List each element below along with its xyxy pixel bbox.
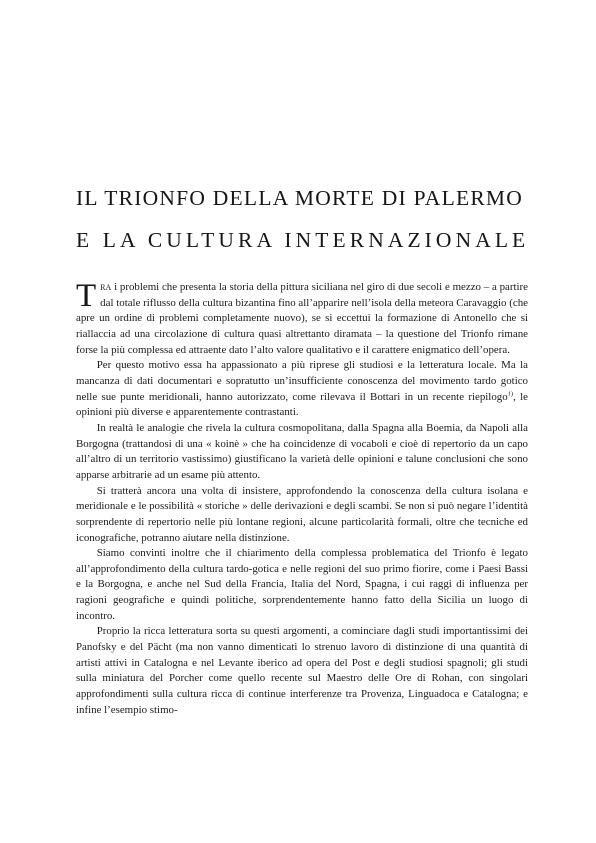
paragraph-2-text: Per questo motivo essa ha appassionato a più riprese gli studiosi e la letteratura locale. Ma la mancanza di dati documentari e sopratutto un’insufficiente conoscenza del movimento tardo gotico nelle sue punte meridionali, hanno autorizzato, come rilevava il Bottari in un recente riepilogo — [76, 359, 528, 403]
title-line-2: E LA CULTURA INTERNAZIONALE — [76, 228, 530, 252]
intro-text: i problemi che presenta la storia della pittura siciliana nel giro di due secoli e mezzo – a partire dal totale riflusso della cultura bizantina fino all’apparire nell’isola della meteora Caravaggio (che apre un ordine di problemi completamente nuovo), se si eccettui la formazione di Antonello che si riallaccia ad una circolazione di cultura quasi altrettanto diramata – la questione del Trionfo rimane forse la più complessa ed attraente dato l’alto valore qualitativo e il carattere enigmatico dell’opera. — [76, 281, 528, 356]
paragraph-2-text-end: , le opinioni più diverse e apparentemente contrastanti. — [76, 390, 528, 419]
paragraph-intro — [76, 280, 528, 358]
title-line-1: IL TRIONFO DELLA MORTE DI PALERMO — [76, 186, 524, 210]
body-text — [76, 280, 528, 718]
drop-cap: T — [76, 278, 97, 314]
intro-smallcaps: ra — [100, 281, 112, 293]
paragraph-3: In realtà le analogie che rivela la cultura cosmopolitana, dalla Spagna alla Boemia, da Napoli alla Borgogna (trattandosi di una « koinè » che ha coincidenze di vocaboli e cioè di repertorio da un capo all’altro di un territorio vastissimo) giustificano la varietà delle opinioni e talune conclusioni che sono apparse arbitrarie ad un esame più attento. — [76, 421, 528, 481]
paragraph-5: Siamo convinti inoltre che il chiarimento della complessa problematica del Trionfo è legato all’approfondimento della cultura tardo-gotica e nelle regioni del suo primo fiorire, come i Paesi Bassi e la Borgogna, e anche nel Sud della Francia, Italia del Nord, Spagna, i cui raggi di influenza per ragioni geografiche e quindi politiche, sorprendentemente hanno fatto della Sicilia un luogo di incontro. — [76, 547, 528, 622]
paragraph-4: Si tratterà ancora una volta di insistere, approfondendo la conoscenza della cultura isolana e meridionale e le possibilità « storiche » delle derivazioni e degli scambi. Se non si può negare l’identità sorprendente di repertorio nelle più lontane regioni, alcune particolarità formali, oltre che tecniche ed iconografiche, potranno aiutare nella distinzione. — [76, 484, 528, 544]
paragraph-2 — [76, 358, 528, 421]
footnote-ref: 1) — [507, 389, 514, 397]
paragraph-6: Proprio la ricca letteratura sorta su questi argomenti, a cominciare dagli studi importantissimi dei Panofsky e del Pächt (ma non vanno dimenticati lo strenuo lavoro di distinzione di una quantità di artisti attivi in Catalogna e nel Levante iberico ad opera del Post e degli studiosi spagnoli; gli studi sulla miniatura del Porcher come quello recente sul Maestro delle Ore di Rohan, con singolari approfondimenti sulla cultura ricca di continue interferenze tra Provenza, Linguadoca e Catalogna; e infine l’esempio stimo- — [76, 625, 528, 716]
